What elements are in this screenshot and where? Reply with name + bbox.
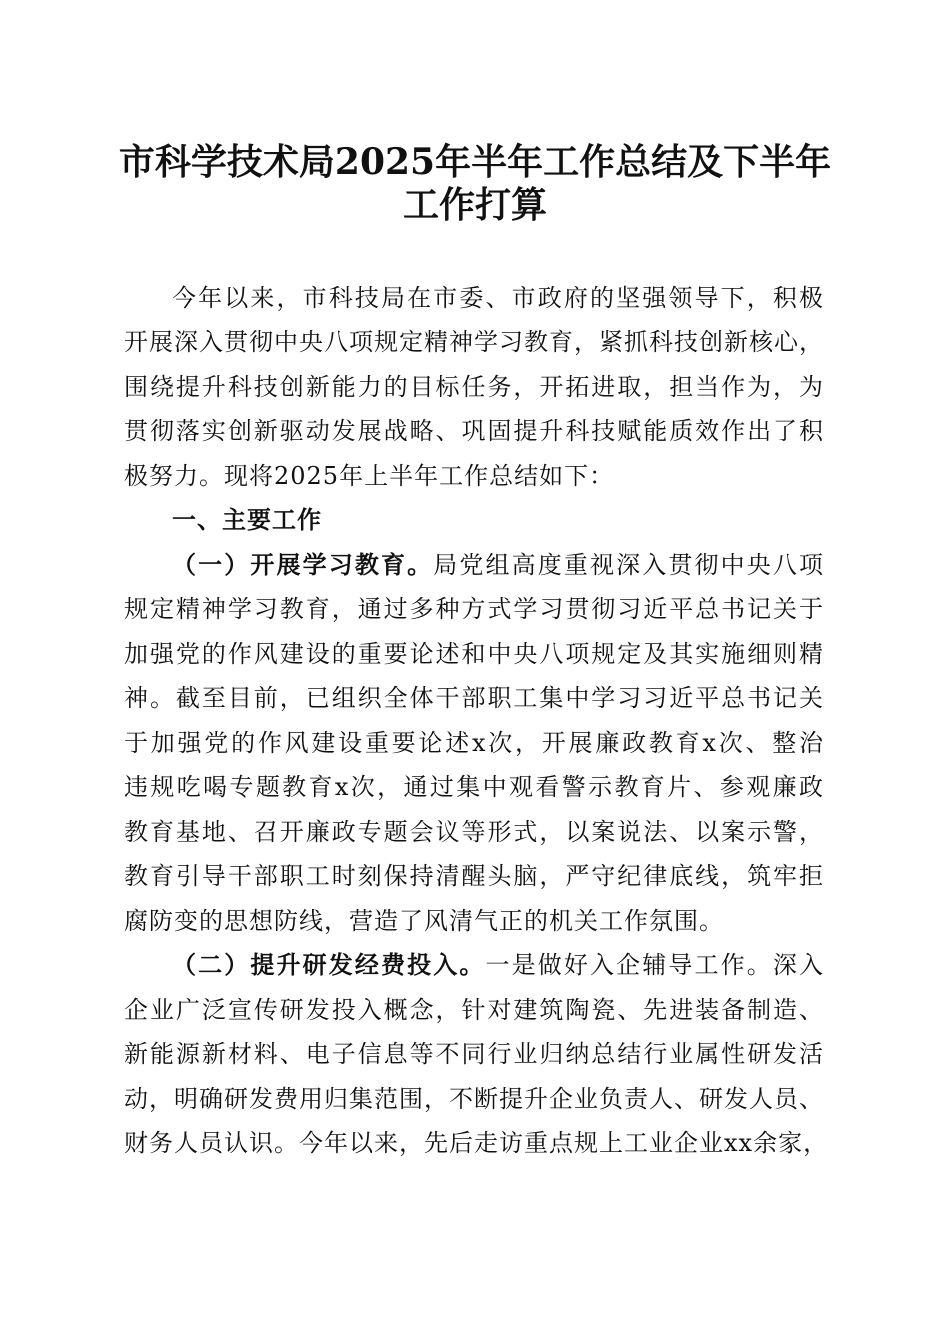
- document-title-line-2: 工作打算: [402, 184, 547, 226]
- item1-line: 腐防变的思想防线，营造了风清气正的机关工作氛围。: [124, 907, 724, 935]
- item2-line: 企业广泛宣传研发投入概念，针对建筑陶瓷、先进装备制造、: [124, 996, 824, 1024]
- item2-line: 财务人员认识。今年以来，先后走访重点规上工业企业xx余家，: [124, 1129, 829, 1157]
- item1-line: 教育基地、召开廉政专题会议等形式，以案说法、以案示警，: [124, 818, 824, 846]
- intro-line: 极努力。现将2025年上半年工作总结如下：: [124, 462, 615, 490]
- intro-line: 贯彻落实创新驱动发展战略、巩固提升科技赋能质效作出了积: [124, 417, 824, 445]
- item1-line: 神。截至目前，已组织全体干部职工集中学习习近平总书记关: [124, 684, 824, 712]
- item2-line: 动，明确研发费用归集范围，不断提升企业负责人、研发人员、: [124, 1085, 824, 1113]
- item1-line: 规定精神学习教育，通过多种方式学习贯彻习近平总书记关于: [124, 595, 824, 623]
- intro-line: 今年以来，市科技局在市委、市政府的坚强领导下，积极: [172, 284, 824, 312]
- item1-line: 教育引导干部职工时刻保持清醒头脑，严守纪律底线，筑牢拒: [124, 862, 824, 890]
- item1-line: 于加强党的作风建设重要论述x次，开展廉政教育x次、整治: [124, 729, 824, 757]
- item1-lead: （一）开展学习教育。: [172, 550, 434, 579]
- section-heading: 一、主要工作: [172, 506, 322, 534]
- intro-line: 开展深入贯彻中央八项规定精神学习教育，紧抓科技创新核心，: [124, 328, 824, 356]
- item2-first-line: [172, 944, 824, 986]
- item2-lead: （二）提升研发经费投入。: [172, 950, 486, 979]
- intro-line: 围绕提升科技创新能力的目标任务，开拓进取，担当作为，为: [124, 373, 824, 401]
- document-title-line-1: 市科学技术局2025年半年工作总结及下半年: [118, 141, 832, 183]
- item2-first-rest: 一是做好入企辅导工作。深入: [485, 951, 824, 979]
- item1-line: 违规吃喝专题教育x次，通过集中观看警示教育片、参观廉政: [124, 773, 824, 801]
- item1-line: 加强党的作风建设的重要论述和中央八项规定及其实施细则精: [124, 640, 824, 668]
- item1-first-rest: 局党组高度重视深入贯彻中央八项: [433, 551, 824, 579]
- item2-line: 新能源新材料、电子信息等不同行业归纳总结行业属性研发活: [124, 1040, 824, 1068]
- item1-first-line: [172, 544, 824, 586]
